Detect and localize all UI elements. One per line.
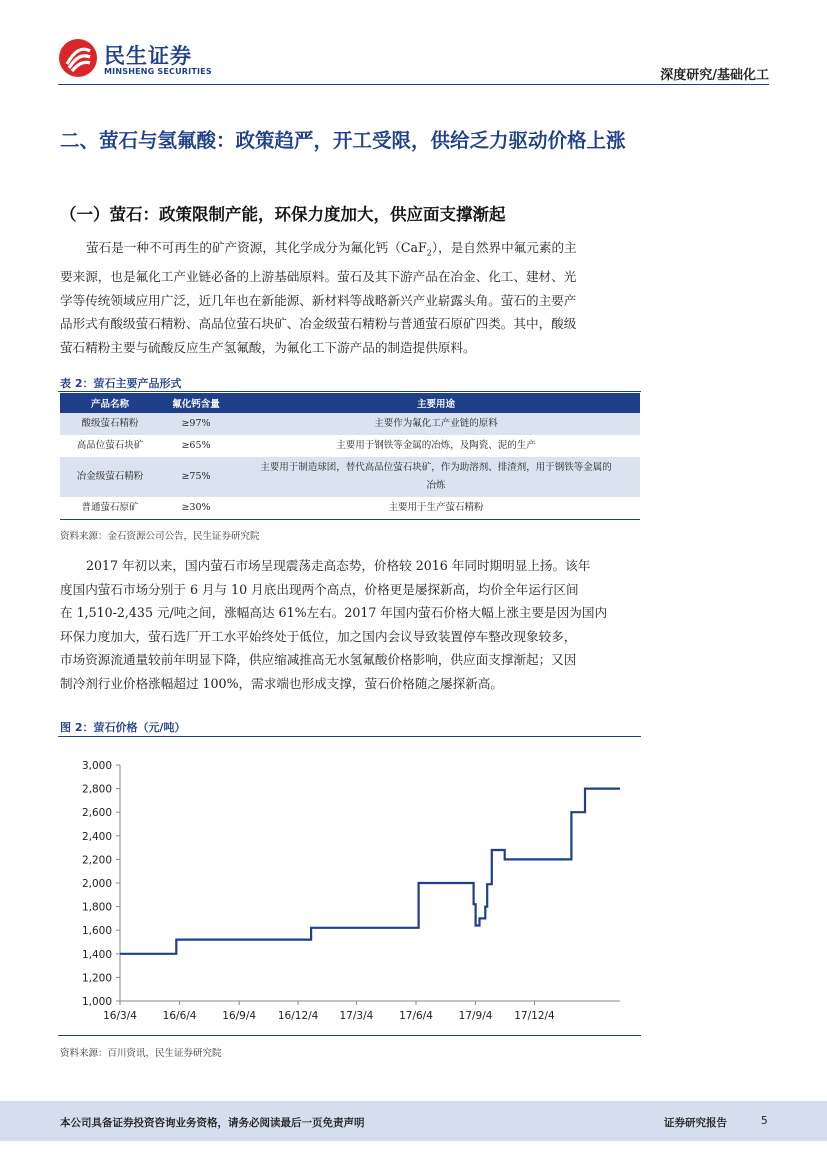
y-tick-label: 1,200 — [81, 972, 112, 985]
x-tick-label: 17/9/4 — [458, 1010, 493, 1022]
paragraph-line: 2017 年初以来，国内萤石市场呈现震荡走高态势，价格较 2016 年同时期明显上扬。该年 — [86, 558, 591, 573]
brand-name-cn: 民生证券 — [104, 44, 192, 68]
caption-divider — [58, 391, 641, 392]
x-tick-label: 16/3/4 — [103, 1010, 137, 1022]
table-cell: ≥97% — [160, 413, 232, 435]
y-tick-label: 2,400 — [81, 830, 112, 843]
x-tick-label: 17/6/4 — [399, 1010, 433, 1022]
y-tick-label: 2,000 — [81, 878, 112, 890]
y-tick-label: 3,000 — [81, 760, 112, 772]
caption-divider — [58, 736, 641, 737]
x-tick-label: 16/9/4 — [222, 1010, 257, 1022]
intro-paragraph — [60, 236, 769, 359]
brand-name-en: MINSHENG SECURITIES — [104, 67, 212, 76]
paragraph-line: 环保力度加大，萤石选厂开工水平始终处于低位，加之国内会议导致装置停车整改现象较多， — [60, 628, 577, 644]
table-cell: 冶金级萤石精粉 — [60, 457, 160, 497]
table-source: 资料来源：金石资源公司公告，民生证券研究院 — [60, 531, 260, 542]
paragraph-line: 市场资源流通量较前年明显下降，供应缩减推高无水氢氟酸价格影响，供应面支撑渐起；又因 — [60, 652, 577, 668]
paragraph-line: 度国内萤石市场分别于 6 月与 10 月底出现两个高点，价格更是屡探新高，均价全年运行区间 — [60, 581, 579, 597]
table-cell: 酸级萤石精粉 — [60, 413, 160, 435]
figure-caption: 图 2：萤石价格（元/吨） — [60, 721, 186, 734]
y-tick-label: 1,800 — [81, 901, 112, 914]
y-tick-label: 1,600 — [81, 925, 112, 938]
table-row — [60, 457, 640, 497]
subsection-heading: （一）萤石：政策限制产能，环保力度加大，供应面支撑渐起 — [60, 205, 506, 224]
section-heading: 二、萤石与氢氟酸：政策趋严，开工受限，供给乏力驱动价格上涨 — [60, 129, 626, 152]
product-table — [60, 393, 640, 520]
y-tick-label: 2,800 — [81, 783, 112, 796]
minsheng-logo-icon — [58, 38, 98, 78]
paragraph-line: 在 1,510-2,435 元/吨之间，涨幅高达 61%左右。2017 年国内萤石价格大幅上涨主要是因为国内 — [60, 605, 608, 621]
price-series-line — [120, 789, 620, 954]
paragraph-line: 萤石是一种不可再生的矿产资源，其化学成分为氟化钙（CaF$_2$），是自然界中氟元素的主 — [86, 240, 577, 258]
x-tick-label: 17/12/4 — [514, 1010, 555, 1022]
page-number: 5 — [761, 1115, 768, 1127]
x-tick-label: 17/3/4 — [339, 1010, 374, 1022]
table-cell: 主要作为氟化工产业链的原料 — [232, 413, 640, 435]
paragraph-line: 萤石精粉主要与硫酸反应生产氢氟酸，为氟化工下游产品的制造提供原料。 — [60, 339, 476, 355]
x-tick-label: 16/12/4 — [277, 1010, 319, 1022]
figure-source: 资料来源：百川资讯，民生证券研究院 — [60, 1048, 222, 1059]
figure-bottom-divider — [58, 1035, 641, 1036]
table-header-cell: 产品名称 — [60, 393, 160, 413]
table-row — [60, 497, 640, 520]
paragraph-line: 要来源，也是氟化工产业链必备的上游基础原料。萤石及其下游产品在冶金、化工、建材、光 — [60, 269, 577, 285]
table-cell: ≥75% — [160, 457, 232, 497]
paragraph-line: 学等传统领域应用广泛，近几年也在新能源、新材料等战略新兴产业崭露头角。萤石的主要产 — [60, 292, 577, 308]
table-row — [60, 435, 640, 457]
y-tick-label: 2,200 — [81, 854, 112, 867]
y-tick-label: 1,000 — [81, 996, 112, 1008]
table-header-cell: 主要用途 — [232, 393, 640, 413]
y-tick-label: 2,600 — [81, 807, 112, 820]
y-tick-label: 1,400 — [81, 948, 112, 961]
table-cell: 普通萤石原矿 — [60, 497, 160, 520]
table-cell: ≥30% — [160, 497, 232, 520]
table-row — [60, 413, 640, 435]
table-cell: 主要用于生产萤石精粉 — [232, 497, 640, 520]
footer-disclaimer: 本公司具备证券投资咨询业务资格，请务必阅读最后一页免责声明 — [60, 1117, 365, 1129]
x-tick-label: 16/6/4 — [162, 1010, 197, 1022]
market-paragraph — [60, 554, 769, 696]
paragraph-line: 制冷剂行业价格涨幅超过 100%，需求端也形成支撑，萤石价格随之屡探新高。 — [60, 675, 504, 691]
fluorite-price-chart — [60, 747, 642, 1032]
table-cell: 主要用于制造球团，替代高品位萤石块矿，作为助溶剂、排渣剂，用于钢铁等金属的冶炼 — [232, 457, 640, 497]
table-cell: ≥65% — [181, 440, 211, 451]
table-caption: 表 2：萤石主要产品形式 — [60, 377, 182, 390]
table-cell: 高品位萤石块矿 — [76, 440, 144, 451]
paragraph-line: 品形式有酸级萤石精粉、高品位萤石块矿、冶金级萤石精粉与普通萤石原矿四类。其中，酸级 — [60, 316, 577, 332]
table-cell: 主要用于钢铁等金属的冶炼，及陶瓷、泥的生产 — [336, 440, 536, 451]
table-header-cell: 氟化钙含量 — [160, 393, 232, 413]
header-divider — [58, 84, 769, 85]
footer-label: 证券研究报告 — [664, 1117, 727, 1129]
section-tag: 深度研究/基础化工 — [660, 68, 769, 83]
